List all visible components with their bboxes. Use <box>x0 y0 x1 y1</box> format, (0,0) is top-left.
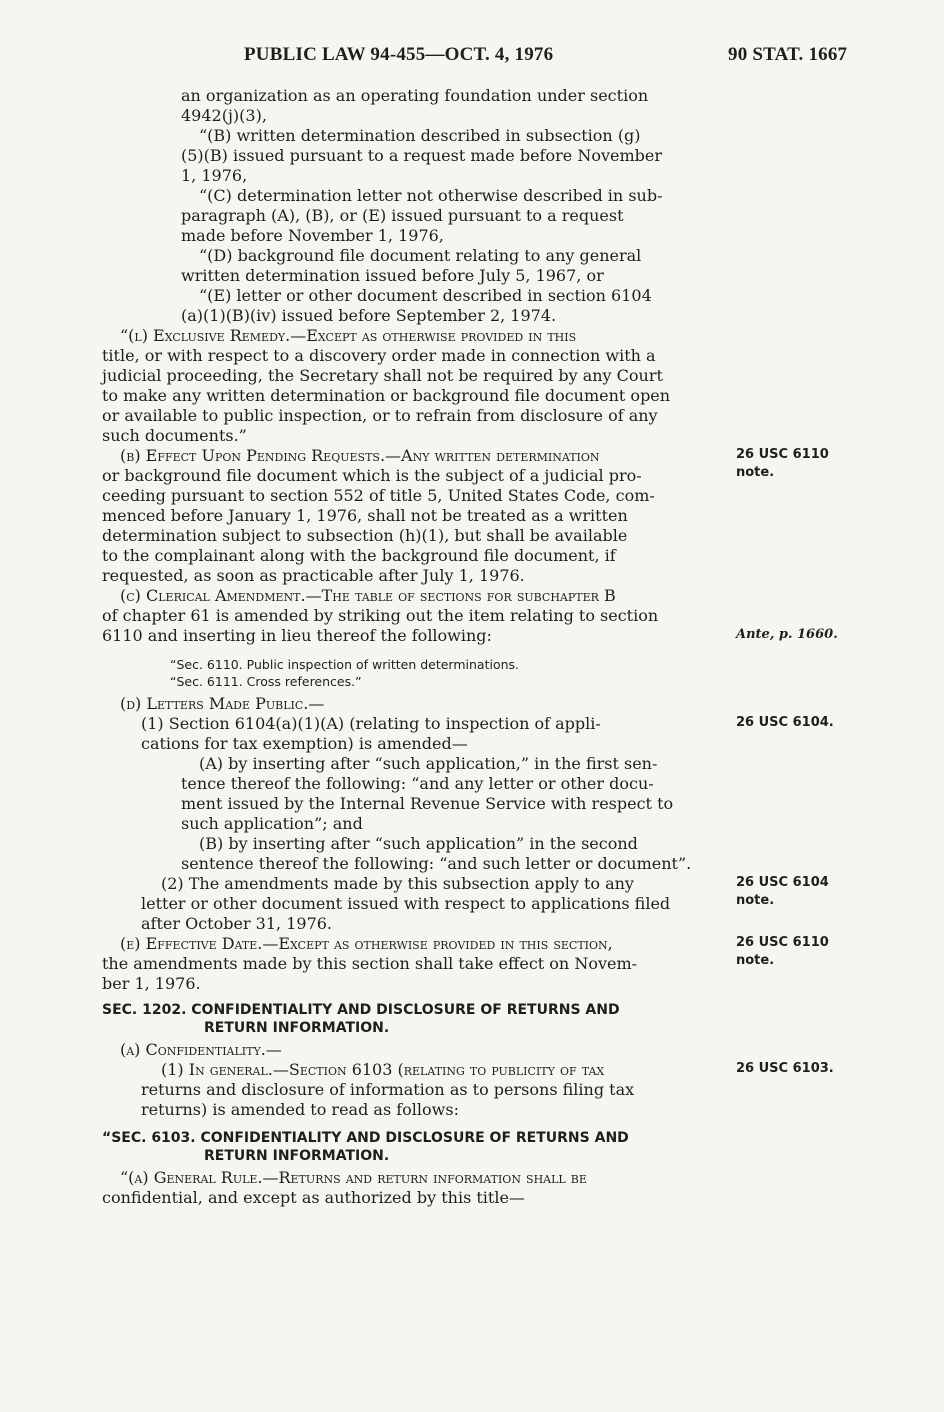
text-line: “(E) letter or other document described in section 6104 <box>199 286 652 305</box>
text-line: such documents.” <box>102 426 247 445</box>
text-line: “(B) written determination described in subsection (g) <box>199 126 641 145</box>
text-line: tence thereof the following: “and any letter or other docu- <box>181 774 654 793</box>
text-line: (5)(B) issued pursuant to a request made before November <box>181 146 662 165</box>
text-line: “(C) determination letter not otherwise described in sub- <box>199 186 663 205</box>
margin-citation: 26 USC 6110 <box>736 447 829 462</box>
margin-citation: 26 USC 6104 <box>736 875 829 890</box>
table-of-sections-entry: “Sec. 6111. Cross references.” <box>170 674 362 689</box>
text-line: ceeding pursuant to section 552 of title 5, United States Code, com- <box>102 486 655 505</box>
text-line: an organization as an operating foundation under section <box>181 86 649 105</box>
table-of-sections-entry: “Sec. 6110. Public inspection of written determinations. <box>170 657 520 672</box>
text-line: “(l) Exclusive Remedy.—Except as otherwise provided in this <box>120 326 577 345</box>
text-line: (1) In general.—Section 6103 (relating to publicity of tax <box>161 1060 605 1079</box>
text-line: “(a) General Rule.—Returns and return information shall be <box>120 1168 587 1187</box>
text-line: judicial proceeding, the Secretary shall not be required by any Court <box>102 366 663 385</box>
text-line: to the complainant along with the background file document, if <box>102 546 616 565</box>
text-line: determination subject to subsection (h)(1), but shall be available <box>102 526 628 545</box>
text-line: (d) Letters Made Public.— <box>120 694 325 713</box>
running-header-title: PUBLIC LAW 94-455—OCT. 4, 1976 <box>244 44 554 65</box>
margin-citation <box>736 626 838 644</box>
text-line: (a)(1)(B)(iv) issued before September 2, 1974. <box>181 306 557 325</box>
text-line: after October 31, 1976. <box>141 914 333 933</box>
text-line: the amendments made by this section shall take effect on Novem- <box>102 954 638 973</box>
text-line: (B) by inserting after “such application” in the second <box>199 834 638 853</box>
text-line: 4942(j)(3), <box>181 106 267 125</box>
text-line: returns and disclosure of information as to persons filing tax <box>141 1080 635 1099</box>
text-line: (1) Section 6104(a)(1)(A) (relating to inspection of appli- <box>141 714 601 733</box>
text-line: cations for tax exemption) is amended— <box>141 734 468 753</box>
text-line: made before November 1, 1976, <box>181 226 444 245</box>
text-line: or background file document which is the subject of a judicial pro- <box>102 466 642 485</box>
text-line: such application”; and <box>181 814 363 833</box>
section-heading: RETURN INFORMATION. <box>204 1148 390 1164</box>
text-line: paragraph (A), (B), or (E) issued pursuant to a request <box>181 206 624 225</box>
text-line: requested, as soon as practicable after July 1, 1976. <box>102 566 525 585</box>
margin-citation: note. <box>736 953 775 968</box>
text-line: ber 1, 1976. <box>102 974 201 993</box>
margin-citation: 26 USC 6103. <box>736 1061 834 1076</box>
section-heading: RETURN INFORMATION. <box>204 1020 390 1036</box>
text-line: to make any written determination or background file document open <box>102 386 671 405</box>
margin-citation: 26 USC 6110 <box>736 935 829 950</box>
text-line: (c) Clerical Amendment.—The table of sections for subchapter B <box>120 586 616 605</box>
margin-citation: note. <box>736 465 775 480</box>
text-line: written determination issued before July 5, 1967, or <box>181 266 604 285</box>
margin-citation: 26 USC 6104. <box>736 715 834 730</box>
text-line: (b) Effect Upon Pending Requests.—Any written determination <box>120 446 600 465</box>
text-line: 1, 1976, <box>181 166 248 185</box>
text-line: 6110 and inserting in lieu thereof the following: <box>102 626 492 645</box>
section-heading: SEC. 1202. CONFIDENTIALITY AND DISCLOSURE OF RETURNS AND <box>102 1002 620 1018</box>
text-line: letter or other document issued with respect to applications filed <box>141 894 671 913</box>
text-line: confidential, and except as authorized by this title— <box>102 1188 525 1207</box>
text-line: of chapter 61 is amended by striking out the item relating to section <box>102 606 659 625</box>
text-line: (2) The amendments made by this subsection apply to any <box>161 874 634 893</box>
text-line: returns) is amended to read as follows: <box>141 1100 459 1119</box>
text-line: or available to public inspection, or to refrain from disclosure of any <box>102 406 658 425</box>
text-line: sentence thereof the following: “and such letter or document”. <box>181 854 692 873</box>
text-line: menced before January 1, 1976, shall not be treated as a written <box>102 506 628 525</box>
text-line: ment issued by the Internal Revenue Service with respect to <box>181 794 674 813</box>
text-line: title, or with respect to a discovery order made in connection with a <box>102 346 656 365</box>
margin-citation-text: Ante, p. 1660. <box>736 627 838 642</box>
text-line: (a) Confidentiality.— <box>120 1040 282 1059</box>
text-line: “(D) background file document relating to any general <box>199 246 642 265</box>
margin-citation: note. <box>736 893 775 908</box>
section-heading: “SEC. 6103. CONFIDENTIALITY AND DISCLOSURE OF RETURNS AND <box>102 1130 629 1146</box>
text-line: (e) Effective Date.—Except as otherwise provided in this section, <box>120 934 613 953</box>
text-line: (A) by inserting after “such application,” in the first sen- <box>199 754 658 773</box>
page-stat-number: 90 STAT. 1667 <box>728 44 848 65</box>
